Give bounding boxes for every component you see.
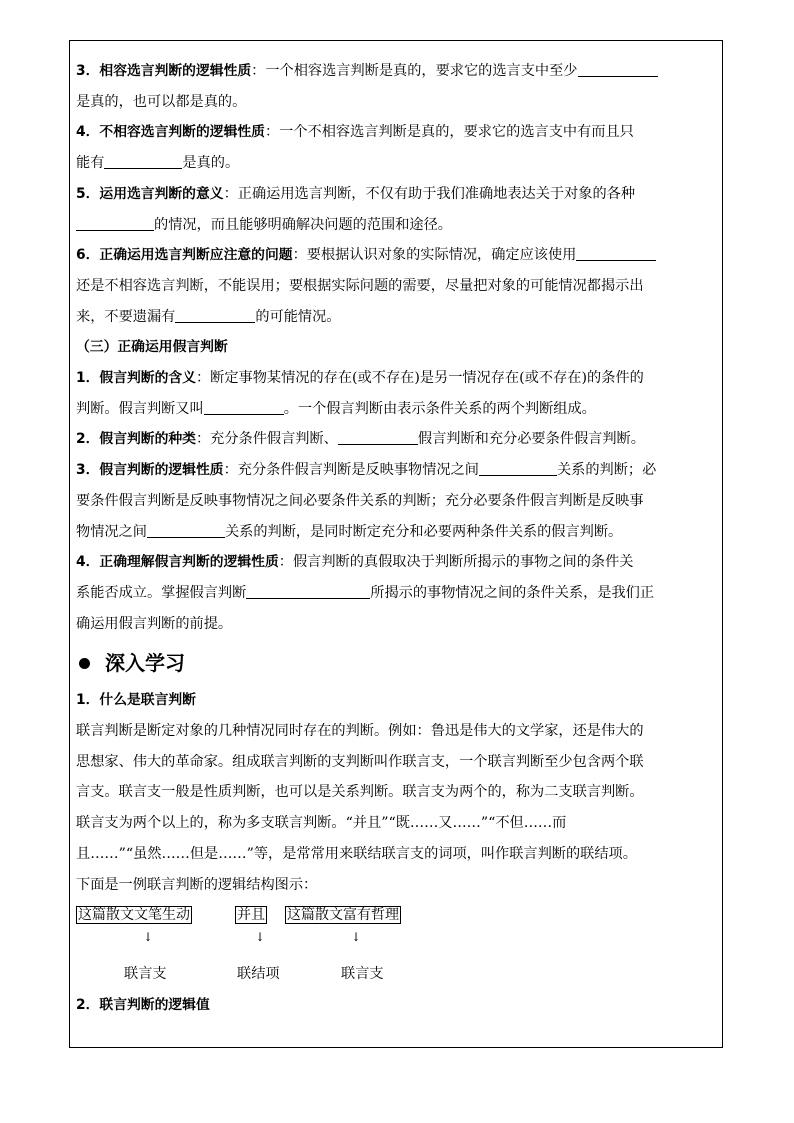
paragraph-line: 2．假言判断的种类：充分条件假言判断、 假言判断和充分必要条件假言判断。 bbox=[76, 424, 721, 455]
paragraph-line: 4．正确理解假言判断的逻辑性质：假言判断的真假取决于判断所揭示的事物之间的条件关 bbox=[76, 554, 634, 571]
item-heading: 4．不相容选言判断的逻辑性质 bbox=[76, 124, 265, 141]
paragraph-line: 且……”“虽然……但是……”等，是常常用来联结联言支的词项，叫作联言判断的联结项。 bbox=[76, 845, 637, 862]
fill-blank[interactable] bbox=[76, 212, 154, 231]
paragraph-line: 6．正确运用选言判断应注意的问题：要根据认识对象的实际情况，确定应该使用 bbox=[76, 240, 721, 271]
question-heading: 2．联言判断的逻辑值 bbox=[76, 997, 210, 1014]
fill-blank[interactable] bbox=[338, 426, 418, 445]
paragraph-line: 言支。联言支一般是性质判断，也可以是关系判断。联言支为两个的，称为二支联言判断。 bbox=[76, 784, 644, 801]
paragraph-line: 3．假言判断的逻辑性质：充分条件假言判断是反映事物情况之间 关系的判断；必 bbox=[76, 455, 721, 486]
paragraph-line: 联言判断是断定对象的几种情况同时存在的判断。例如：鲁迅是伟大的文学家，还是伟大的 bbox=[76, 723, 644, 740]
item-heading: 4．正确理解假言判断的逻辑性质 bbox=[76, 554, 279, 571]
fill-blank[interactable] bbox=[246, 580, 370, 599]
conjunct-label-1: 联言支 bbox=[124, 966, 167, 983]
connective-label: 联结项 bbox=[237, 966, 280, 983]
paragraph-line: 来，不要遗漏有 的可能情况。 bbox=[76, 302, 721, 333]
question-heading: 1．什么是联言判断 bbox=[76, 692, 196, 709]
item-heading: 3．相容选言判断的逻辑性质 bbox=[76, 63, 252, 79]
item-heading: 5．运用选言判断的意义 bbox=[76, 185, 224, 202]
paragraph-line: 5．运用选言判断的意义：正确运用选言判断，不仅有助于我们准确地表达关于对象的各种 bbox=[76, 185, 636, 202]
paragraph-line: 能有 是真的。 bbox=[76, 148, 721, 179]
fill-blank[interactable] bbox=[104, 150, 182, 169]
paragraph-line: 1．假言判断的含义：断定事物某情况的存在(或不存在)是另一情况存在(或不存在)的条件的 bbox=[76, 370, 644, 387]
down-arrow-icon: ↓ bbox=[143, 930, 154, 945]
conjunct-box-1: 这篇散文文笔生动 bbox=[78, 907, 190, 924]
conjunct-box-2: 这篇散文富有哲理 bbox=[287, 907, 399, 924]
fill-blank[interactable] bbox=[578, 58, 658, 77]
item-heading: 2．假言判断的种类 bbox=[76, 431, 196, 448]
paragraph-line: 是真的，也可以都是真的。 bbox=[76, 93, 247, 110]
connective-box: 并且 bbox=[237, 907, 265, 924]
section-heading bbox=[76, 643, 721, 683]
fill-blank[interactable] bbox=[576, 242, 656, 261]
fill-blank[interactable] bbox=[175, 304, 255, 323]
paragraph-line: 确运用假言判断的前提。 bbox=[76, 615, 233, 632]
fill-blank[interactable] bbox=[479, 457, 557, 476]
item-heading: 1．假言判断的含义 bbox=[76, 370, 196, 387]
conjunct-label-2: 联言支 bbox=[341, 966, 384, 983]
item-heading: 3．假言判断的逻辑性质 bbox=[76, 462, 224, 479]
paragraph-line: 4．不相容选言判断的逻辑性质：一个不相容选言判断是真的，要求它的选言支中有而且只 bbox=[76, 124, 634, 141]
fill-blank[interactable] bbox=[204, 396, 284, 415]
paragraph-line: 物情况之间 关系的判断，是同时断定充分和必要两种条件关系的假言判断。 bbox=[76, 517, 721, 548]
paragraph-line: 思想家、伟大的革命家。组成联言判断的支判断叫作联言支，一个联言判断至少包含两个联 bbox=[76, 753, 644, 770]
paragraph-line: 系能否成立。掌握假言判断 所揭示的事物情况之间的条件关系，是我们正 bbox=[76, 578, 721, 609]
paragraph-line: 3．相容选言判断的逻辑性质：一个相容选言判断是真的，要求它的选言支中至少 bbox=[76, 56, 721, 87]
section-title: 深入学习 bbox=[105, 651, 185, 676]
paragraph-line: 要条件假言判断是反映事物情况之间必要条件关系的判断；充分必要条件假言判断是反映事 bbox=[76, 492, 644, 509]
item-heading: 6．正确运用选言判断应注意的问题 bbox=[76, 247, 293, 264]
document-content bbox=[76, 56, 721, 1021]
paragraph-line: 下面是一例联言判断的逻辑结构图示： bbox=[76, 876, 318, 893]
paragraph-line: 联言支为两个以上的，称为多支联言判断。“并且”“既……又……”“不但……而 bbox=[76, 815, 567, 832]
paragraph-line: 还是不相容选言判断，不能误用；要根据实际问题的需要，尽量把对象的可能情况都揭示出 bbox=[76, 277, 644, 294]
paragraph-line: 判断。假言判断又叫 。一个假言判断由表示条件关系的两个判断组成。 bbox=[76, 394, 721, 425]
logic-structure-diagram bbox=[76, 904, 721, 990]
down-arrow-icon: ↓ bbox=[255, 930, 266, 945]
fill-blank[interactable] bbox=[147, 519, 225, 538]
bullet-icon bbox=[79, 658, 90, 669]
paragraph-line: 的情况，而且能够明确解决问题的范围和途径。 bbox=[76, 210, 721, 241]
subsection-heading: （三）正确运用假言判断 bbox=[76, 339, 228, 356]
down-arrow-icon: ↓ bbox=[351, 930, 362, 945]
